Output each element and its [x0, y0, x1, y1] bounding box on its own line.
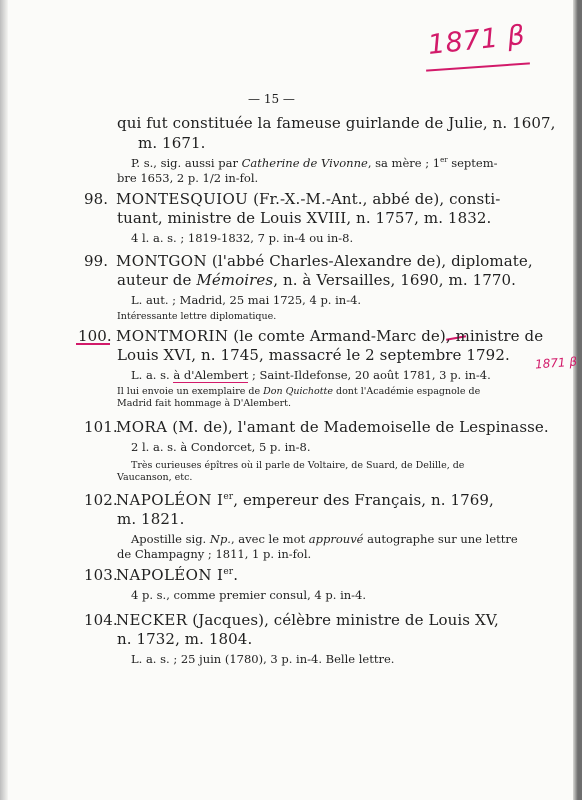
entry-name: NECKER: [116, 611, 188, 629]
entry-name: NAPOLÉON I: [116, 491, 224, 509]
text-italic: Mémoires: [196, 271, 274, 289]
entry-name: MONTMORIN: [116, 327, 229, 345]
entry-description: de Champagny ; 1811, 1 p. in-fol.: [117, 547, 312, 561]
text-span: , sa mère ; 1: [367, 156, 441, 170]
entry-100: [78, 327, 543, 345]
entry-note: Très curieuses épîtres où il parle de Voltaire, de Suard, de Delille, de: [131, 460, 465, 471]
text-italic: approuvé: [308, 532, 364, 546]
entry-name: MONTESQUIOU: [116, 190, 249, 208]
entry-text: (le comte Armand-Marc de), ministre de: [228, 327, 544, 345]
text-underlined: à d'Alembert: [173, 368, 249, 382]
text-span: auteur de: [117, 271, 197, 289]
text-sup: er: [223, 492, 234, 502]
entry-description: 2 l. a. s. à Condorcet, 5 p. in-8.: [131, 440, 311, 454]
text-line: [117, 271, 516, 289]
handwritten-underline: [426, 62, 530, 71]
entry-description: [131, 532, 518, 546]
entry-number: 99.: [84, 252, 109, 270]
handwritten-annotation-side: 1871 β: [534, 354, 578, 372]
entry-note: Madrid fait hommage à D'Alembert.: [117, 398, 291, 409]
entry-103: [84, 566, 238, 584]
entry-name: NAPOLÉON I: [116, 566, 224, 584]
entry-text: (l'abbé Charles-Alexandre de), diplomate,: [207, 252, 533, 270]
entry-note: [117, 386, 480, 397]
text-span: autographe sur une lettre: [363, 532, 518, 546]
entry-text: (Jacques), célèbre ministre de Louis XV,: [187, 611, 499, 629]
text-span: septem-: [447, 156, 498, 170]
entry-name: MORA: [116, 418, 168, 436]
entry-description: L. aut. ; Madrid, 25 mai 1725, 4 p. in-4.: [131, 293, 362, 307]
text-italic: Catherine de Vivonne: [241, 156, 368, 170]
entry-text: (Fr.-X.-M.-Ant., abbé de), consti-: [248, 190, 501, 208]
text-italic: Np.: [209, 532, 231, 546]
scan-shadow-left: [0, 0, 8, 800]
text-span: P. s., sig. aussi par: [131, 156, 238, 170]
entry-number: 104.: [84, 611, 118, 629]
text-line: m. 1821.: [117, 510, 185, 528]
entry-description: 4 l. a. s. ; 1819-1832, 7 p. in-4 ou in-8.: [131, 231, 354, 245]
text-line: Louis XVI, n. 1745, massacré le 2 septembre 1792.: [117, 346, 510, 364]
text-span: Apostille sig.: [131, 532, 210, 546]
entry-description: 4 p. s., comme premier consul, 4 p. in-4.: [131, 588, 367, 602]
text-sup: er: [440, 156, 448, 165]
entry-text: (M. de), l'amant de Mademoiselle de Lespinasse.: [167, 418, 549, 436]
text-line: n. 1732, m. 1804.: [117, 630, 253, 648]
entry-number: 98.: [84, 190, 109, 208]
text-line: qui fut constituée la fameuse guirlande de Julie, n. 1607,: [117, 114, 556, 132]
entry-description: L. a. s. ; 25 juin (1780), 3 p. in-4. Belle lettre.: [131, 652, 395, 666]
text-span: L. a. s.: [131, 368, 174, 382]
entry-number: 103.: [84, 566, 118, 584]
entry-text: , empereur des Français, n. 1769,: [233, 491, 494, 509]
entry-text: .: [233, 566, 239, 584]
text-span: , avec le mot: [230, 532, 309, 546]
entry-104: [84, 611, 499, 629]
text-span: Il lui envoie un exemplaire de: [117, 386, 264, 397]
entry-99: [84, 252, 533, 270]
text-line: m. 1671.: [138, 134, 206, 152]
text-line: tuant, ministre de Louis XVIII, n. 1757, m. 1832.: [117, 209, 492, 227]
entry-98: [84, 190, 500, 208]
text-line: [131, 156, 498, 170]
entry-102: [84, 491, 494, 509]
entry-name: MONTGON: [116, 252, 207, 270]
text-sup: er: [223, 567, 234, 577]
entry-number: 102.: [84, 491, 118, 509]
text-span: dont l'Académie espagnole de: [332, 386, 481, 397]
entry-note: Vaucanson, etc.: [117, 472, 193, 483]
text-span: ; Saint-Ildefonse, 20 août 1781, 3 p. in-4.: [248, 368, 491, 382]
text-italic: Don Quichotte: [263, 386, 333, 397]
entry-note: Intéressante lettre diplomatique.: [117, 311, 277, 322]
scan-shadow-right: [573, 0, 578, 800]
entry-description: [131, 368, 491, 382]
page-number: — 15 —: [248, 92, 295, 106]
handwritten-annotation-top: 1871 β: [426, 19, 527, 61]
entry-number: 100.: [78, 327, 112, 345]
entry-101: [84, 418, 549, 436]
text-span: , n. à Versailles, 1690, m. 1770.: [273, 271, 517, 289]
entry-number: 101.: [84, 418, 118, 436]
text-line: bre 1653, 2 p. 1/2 in-fol.: [117, 171, 259, 185]
